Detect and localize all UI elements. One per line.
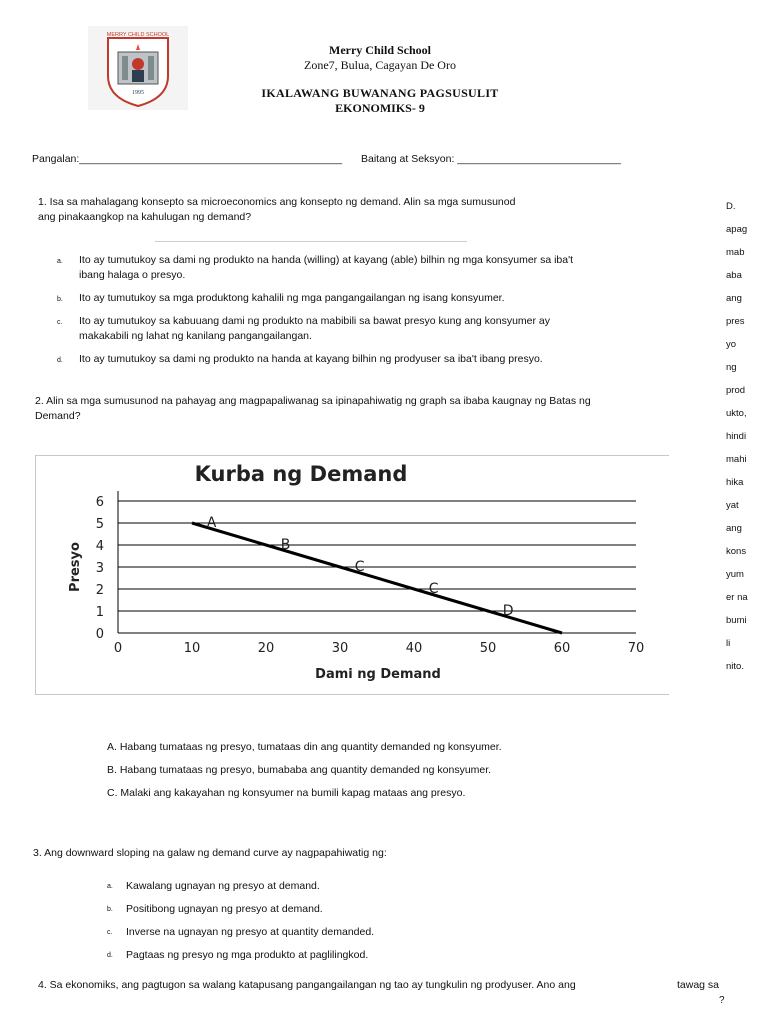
y-tick-label: 0 <box>95 627 104 642</box>
right-column-line: ang <box>726 523 742 534</box>
q3-option-a[interactable]: Kawalang ugnayan ng presyo at demand. <box>126 880 320 892</box>
point-label: C <box>428 581 439 597</box>
q3-option-a-letter: a. <box>107 883 113 890</box>
q2-option-a[interactable]: A. Habang tumataas ng presyo, tumataas din ang quantity demanded ng konsyumer. <box>107 741 502 753</box>
right-column-line: ang <box>726 293 742 304</box>
q2-option-b[interactable]: B. Habang tumataas ng presyo, bumababa ang quantity demanded ng konsyumer. <box>107 764 492 776</box>
y-tick-label: 2 <box>95 583 104 598</box>
q1-stem-line2: ang pinakaangkop na kahulugan ng demand? <box>38 211 252 223</box>
point-label: B <box>280 537 291 553</box>
x-tick-label: 20 <box>257 641 275 656</box>
q1-option-c[interactable]: Ito ay tumutukoy sa kabuuang dami ng produkto na mabibili sa bawat presyo kung ang konsyumer ay <box>79 315 551 327</box>
right-column-line: mab <box>726 247 745 258</box>
q3-option-c-letter: c. <box>107 929 113 936</box>
right-column-line: nito. <box>726 661 744 672</box>
q4-tail-mark: ? <box>719 995 725 1006</box>
q1-option-a-letter: a. <box>57 258 63 265</box>
name-field[interactable]: Pangalan:_____________________________________________ <box>32 153 343 165</box>
right-column-line: aba <box>726 270 742 281</box>
x-tick-label: 40 <box>405 641 423 656</box>
logo-year: 1995 <box>132 90 144 96</box>
right-column-line: yum <box>726 569 744 580</box>
right-column-line: mahi <box>726 454 747 465</box>
right-column-text <box>726 195 768 678</box>
school-address: Zone7, Bulua, Cagayan De Oro <box>304 58 456 72</box>
right-column-line: yat <box>726 500 739 511</box>
right-column-line: pres <box>726 316 745 327</box>
q1-option-a[interactable]: Ito ay tumutukoy sa dami ng produkto na handa (willing) at kayang (able) bilhin ng mga konsyumer sa iba't <box>79 254 574 266</box>
q2-stem-line1: 2. Alin sa mga sumusunod na pahayag ang magpapaliwanag sa ipinapahiwatig ng graph sa ibaba kaugnay ng Batas ng <box>35 395 591 407</box>
right-column-line: yo <box>726 339 737 350</box>
x-tick-label: 50 <box>479 641 497 656</box>
q3-option-d[interactable]: Pagtaas ng presyo ng mga produkto at paglilingkod. <box>126 949 369 961</box>
school-logo <box>88 26 188 110</box>
y-axis-label: Presyo <box>68 542 83 592</box>
q3-option-b[interactable]: Positibong ugnayan ng presyo at demand. <box>126 903 323 915</box>
q1-stem-line1: 1. Isa sa mahalagang konsepto sa microeconomics ang konsepto ng demand. Alin sa mga sumusunod <box>38 196 516 208</box>
q3-option-d-letter: d. <box>107 952 113 959</box>
q1-option-b[interactable]: Ito ay tumutukoy sa mga produktong kahalili ng mga pangangailangan ng isang konsyumer. <box>79 292 505 304</box>
y-tick-label: 5 <box>95 517 104 532</box>
q3-option-b-letter: b. <box>107 906 113 913</box>
q2-option-c[interactable]: C. Malaki ang kakayahan ng konsyumer na bumili kapag mataas ang presyo. <box>107 787 466 799</box>
school-name: Merry Child School <box>329 43 431 57</box>
point-label: D <box>502 603 514 619</box>
q1-option-c-cont: makakabili ng lahat ng kanilang pangangailangan. <box>79 330 312 342</box>
q3-option-c[interactable]: Inverse na ugnayan ng presyo at quantity demanded. <box>126 926 375 938</box>
demand-chart-svg <box>36 456 669 694</box>
right-column-line: ng <box>726 362 737 373</box>
divider <box>155 241 467 242</box>
demand-chart <box>35 455 669 695</box>
exam-subject: EKONOMIKS- 9 <box>335 101 425 115</box>
right-column-line: hindi <box>726 431 747 442</box>
y-tick-label: 3 <box>95 561 104 576</box>
x-tick-label: 0 <box>113 641 123 656</box>
y-tick-label: 6 <box>95 495 104 510</box>
right-column-line: bumi <box>726 615 747 626</box>
x-axis-label: Dami ng Demand <box>315 667 441 682</box>
q1-option-b-letter: b. <box>57 296 63 303</box>
right-column-line: er na <box>726 592 748 603</box>
q1-option-d-letter: d. <box>57 357 63 364</box>
q1-option-a-cont: ibang halaga o presyo. <box>79 269 186 281</box>
right-column-line: prod <box>726 385 746 396</box>
section-field[interactable]: Baitang at Seksyon: ____________________________ <box>361 153 621 165</box>
point-label: C <box>354 559 365 575</box>
x-tick-label: 30 <box>331 641 349 656</box>
right-column-line: hika <box>726 477 744 488</box>
right-column-line: kons <box>726 546 747 557</box>
q4-stem: 4. Sa ekonomiks, ang pagtugon sa walang katapusang pangangailangan ng tao ay tungkulin ng prodyuser. Ano ang <box>38 979 576 991</box>
x-tick-label: 10 <box>183 641 201 656</box>
q4-stem-tail: tawag sa <box>677 979 720 991</box>
y-tick-label: 1 <box>95 605 104 620</box>
point-label: A <box>206 515 217 531</box>
right-column-line: D. <box>726 201 736 212</box>
right-column-line: apag <box>726 224 748 235</box>
right-column-line: ukto, <box>726 408 747 419</box>
chart-title: Kurba ng Demand <box>194 462 408 486</box>
y-tick-label: 4 <box>95 539 104 554</box>
x-tick-label: 70 <box>627 641 645 656</box>
logo-text: MERRY CHILD SCHOOL <box>106 32 170 38</box>
q3-stem: 3. Ang downward sloping na galaw ng demand curve ay nagpapahiwatig ng: <box>33 847 387 859</box>
q1-option-d[interactable]: Ito ay tumutukoy sa dami ng produkto na handa at kayang bilhin ng prodyuser sa iba't ibang presyo. <box>79 353 543 365</box>
q1-option-c-letter: c. <box>57 319 63 326</box>
x-tick-label: 60 <box>553 641 571 656</box>
q2-stem-line2: Demand? <box>35 410 81 422</box>
right-column-line: li <box>726 638 731 649</box>
exam-title: IKALAWANG BUWANANG PAGSUSULIT <box>261 86 499 100</box>
